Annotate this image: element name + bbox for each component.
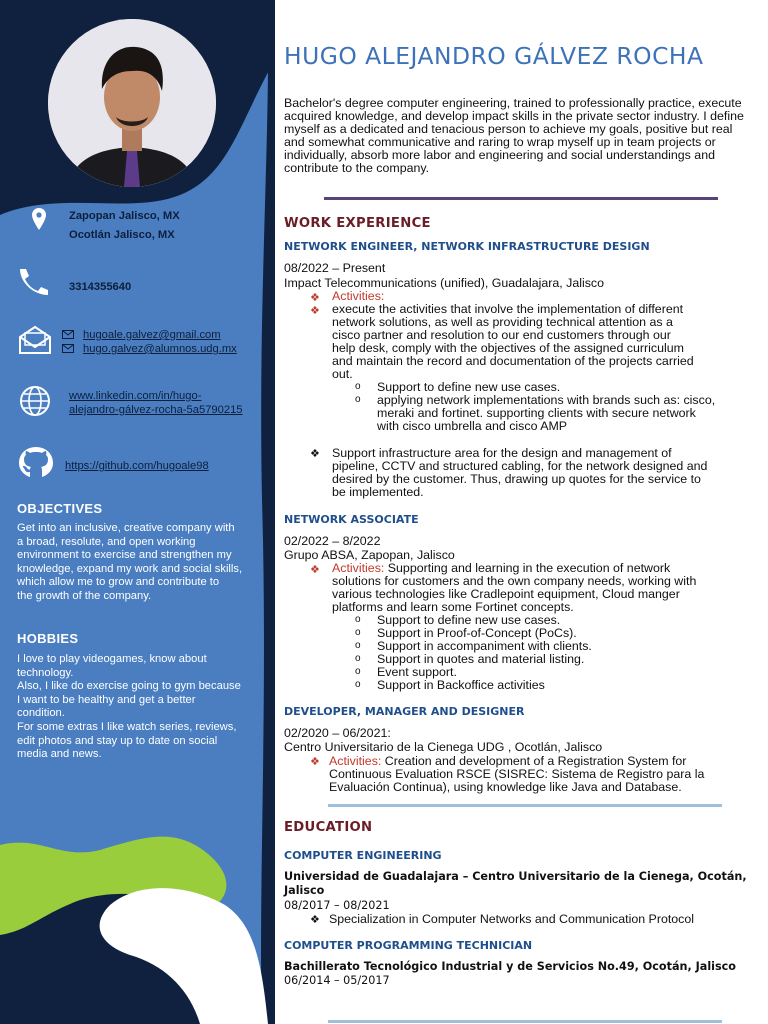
job-3-activities: [329, 755, 759, 794]
job-3-dates: 02/2020 – 06/2021:: [284, 726, 391, 740]
education-2-school: Bachillerato Tecnológico Industrial y de Servicios No.49, Ocotán, Jalisco: [284, 960, 736, 973]
education-divider: [328, 1020, 722, 1023]
education-1-dates: 08/2017 – 08/2021: [284, 899, 390, 912]
location-pin-icon: [32, 208, 46, 230]
education-1-school: Universidad de Guadalajara – Centro Universitario de la Cienega, Ocotán, Jalisco: [284, 870, 747, 897]
job-3-company: Centro Universitario de la Cienega UDG , Ocotlán, Jalisco: [284, 740, 603, 754]
job-1-company: Impact Telecommunications (unified), Guadalajara, Jalisco: [284, 276, 605, 290]
job-1-dates: 08/2022 – Present: [284, 261, 386, 275]
profile-photo: [48, 19, 216, 187]
phone-icon: [18, 268, 52, 296]
location-line-2: Ocotlán Jalisco, MX: [69, 229, 175, 241]
job-1-sub-1: Support to define new use cases.: [377, 380, 561, 394]
objectives-heading: OBJECTIVES: [17, 501, 103, 516]
job-2-activities: [332, 562, 757, 614]
diamond-bullet-icon: ❖: [310, 756, 320, 768]
phone-number: 3314355640: [69, 281, 132, 293]
job-1-activities-label: Activities:: [332, 289, 385, 303]
job-2-title: NETWORK ASSOCIATE: [284, 513, 419, 526]
diamond-bullet-icon: ❖: [310, 914, 320, 926]
work-experience-heading: WORK EXPERIENCE: [284, 216, 431, 231]
circle-bullet-icon: o: [355, 614, 361, 625]
education-heading: EDUCATION: [284, 820, 373, 835]
job-1-support-text: Support infrastructure area for the design and management of pipeline, CCTV and structured cabling, for the network designed and desired by the customer. Thus, drawing up quotes for the service to be implemented.: [332, 446, 708, 499]
job-3-activities-label: Activities:: [329, 754, 382, 768]
job-3-activity-text: Creation and development of a Registration System for Continuous Evaluation RSCE (SISREC: Sistema de Registro para la Evaluación Continua), using knowledge like Java and Database.: [329, 754, 705, 794]
job-2-item: Support in Proof-of-Concept (PoCs).: [377, 626, 577, 640]
github-icon: [17, 445, 55, 479]
hobbies-heading: HOBBIES: [17, 631, 79, 646]
diamond-bullet-icon: ❖: [310, 564, 320, 576]
mail-icon: [18, 325, 52, 355]
email-link-2[interactable]: hugo.galvez@alumnos.udg.mx: [83, 343, 237, 355]
job-3-title: DEVELOPER, MANAGER AND DESIGNER: [284, 705, 525, 718]
circle-bullet-icon: o: [355, 653, 361, 664]
envelope-icon: [62, 344, 74, 353]
job-2-item: Support to define new use cases.: [377, 613, 561, 627]
job-2-activity-text: Supporting and learning in the execution of network solutions for customers and the own company needs, working with various technologies like Cradlepoint equipment, Cloud manger platforms and learn some Fortinet concepts.: [332, 561, 697, 614]
diamond-bullet-icon: ❖: [310, 292, 320, 304]
education-1-note: Specialization in Computer Networks and Communication Protocol: [329, 912, 695, 926]
hobbies-text: I love to play videogames, know about technology. Also, I like do exercise going to gym because I want to be healthy and get a better condition. For some extras I like watch series, reviews, edit photos and stay up to date on social media and news.: [17, 653, 241, 761]
job-2-item: Support in quotes and material listing.: [377, 652, 585, 666]
objectives-text: Get into an inclusive, creative company with a broad, resolute, and open working environment to exercise and strengthen my knowledge, expand my work and social skills, which allow me to grow and contribute to the growth of the company.: [17, 522, 243, 602]
location-line-1: Zapopan Jalisco, MX: [69, 210, 180, 222]
job-2-activities-label: Activities:: [332, 561, 385, 575]
circle-bullet-icon: o: [355, 381, 361, 392]
education-2-dates: 06/2014 – 05/2017: [284, 974, 390, 987]
job-2-item: Support in Backoffice activities: [377, 678, 545, 692]
circle-bullet-icon: o: [355, 627, 361, 638]
circle-bullet-icon: o: [355, 394, 361, 405]
education-1-title: COMPUTER ENGINEERING: [284, 849, 442, 862]
job-1-title: NETWORK ENGINEER, NETWORK INFRASTRUCTURE DESIGN: [284, 240, 650, 253]
job-2-company: Grupo ABSA, Zapopan, Jalisco: [284, 548, 455, 562]
circle-bullet-icon: o: [355, 679, 361, 690]
work-divider: [328, 804, 722, 807]
linkedin-link-line-2[interactable]: alejandro-gálvez-rocha-5a5790215: [69, 404, 243, 416]
linkedin-link-line-1[interactable]: www.linkedin.com/in/hugo-: [69, 390, 202, 402]
job-2-dates: 02/2022 – 8/2022: [284, 534, 381, 548]
globe-icon: [18, 385, 52, 417]
circle-bullet-icon: o: [355, 666, 361, 677]
education-2-title: COMPUTER PROGRAMMING TECHNICIAN: [284, 939, 533, 952]
job-2-item: Support in accompaniment with clients.: [377, 639, 592, 653]
job-1-activity-text: execute the activities that involve the implementation of different network solutions, as well as providing technical attention as a cisco partner and resolution to our end customers through our help desk, comply with the objectives of the assigned curriculum and maintain the record and documentation of the projects carried out.: [332, 302, 694, 381]
job-1-sub-2: applying network implementations with brands such as: cisco, meraki and fortinet. supporting clients with secure network with cisco umbrella and cisco AMP: [377, 393, 716, 433]
envelope-icon: [62, 330, 74, 339]
circle-bullet-icon: o: [355, 640, 361, 651]
diamond-bullet-icon: ❖: [310, 305, 320, 317]
job-2-item: Event support.: [377, 665, 457, 679]
diamond-bullet-icon: ❖: [310, 448, 320, 460]
summary-divider: [324, 197, 718, 200]
summary-text: Bachelor's degree computer engineering, trained to professionally practice, execute acquired knowledge, and develop impact skills in the private sector industry. I define myself as a dedicated and tenacious person to achieve my goals, positive but real and somewhat communicative and raring to wrap myself up in team projects or individually, absorb more labor and engineering and social understandings and contribute to the company.: [284, 96, 744, 175]
github-link[interactable]: https://github.com/hugoale98: [65, 460, 209, 472]
email-link-1[interactable]: hugoale.galvez@gmail.com: [83, 329, 221, 341]
candidate-name: HUGO ALEJANDRO GÁLVEZ ROCHA: [284, 42, 704, 70]
